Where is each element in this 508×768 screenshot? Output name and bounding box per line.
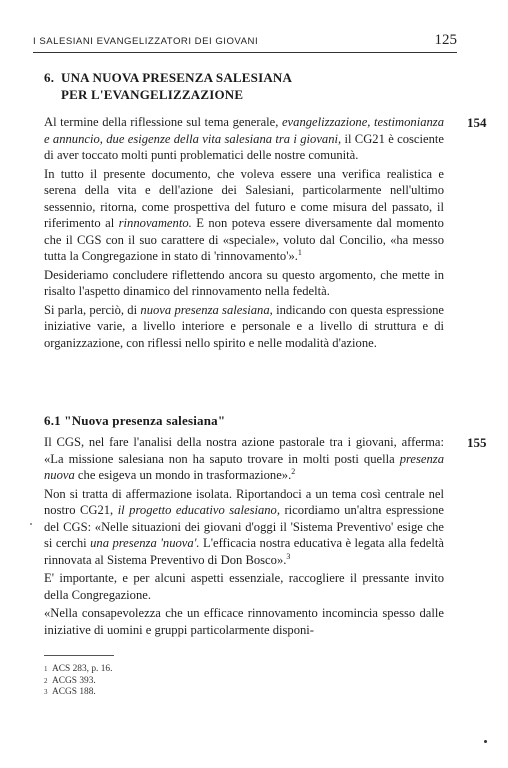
text-run: Non si tratta di affermazione isolata. Riportandoci a un tema così centrale nel nostro CG21,: [44, 486, 444, 517]
italic-run: presenza nuova: [44, 451, 444, 482]
text-run: il CG21 è cosciente di aver toccato molti punti problematici delle nostre comunità.: [44, 131, 444, 162]
section-6-heading: [44, 69, 292, 103]
section-6-title-line1: UNA NUOVA PRESENZA SALESIANA: [61, 70, 293, 85]
paragraph: [44, 434, 444, 484]
paragraph: E' importante, e per alcuni aspetti essenziale, raccogliere il pressante invito della Congregazione.: [44, 571, 444, 602]
section-6-number: 6.: [44, 70, 55, 85]
text-run: E non poteva essere diversamente dal momento che il CGS con il suo carattere di «speciale», voluto dal Concilio, «ha messo tutta la Congregazione in stato di 'rinnovamento'».: [44, 216, 444, 263]
footnote-reference[interactable]: 1: [297, 247, 302, 257]
running-header: [33, 34, 457, 53]
section-6-1-body: [44, 434, 444, 640]
marginal-number-155: 155: [467, 435, 487, 450]
footnote-reference[interactable]: 2: [291, 466, 296, 476]
paragraph: [44, 166, 444, 265]
marginal-number-154: 154: [467, 115, 487, 130]
paragraph: «Nella consapevolezza che un efficace rinnovamento incomincia spesso dalle iniziative di uomini e gruppi particolarmente disponi-: [44, 606, 444, 637]
footnote-item: [44, 664, 112, 676]
italic-run: rinnovamento.: [118, 216, 192, 230]
footnotes: [44, 664, 112, 699]
text-run: Si parla, perciò, di: [44, 302, 141, 317]
paragraph: [44, 114, 444, 164]
footnote-divider: [44, 655, 114, 656]
italic-run: una presenza 'nuova'.: [90, 536, 200, 550]
footnote-item: [44, 687, 112, 699]
scan-speck: [484, 740, 487, 743]
section-6-body: [44, 114, 444, 353]
text-run: In tutto il presente documento, che voleva essere una verifica realistica e serena della vita e dell'azione dei Salesiani, particolarmente nell'ultimo sessennio, ritorna, come prospettiva del futuro e come misura del passato, il riferimento al: [44, 166, 444, 230]
text-run: indicando con questa espressione iniziative varie, a livello interiore e personale e a livello di struttura e di organizzazione, con riflessi nello spirito e nelle modalità d'azione.: [44, 302, 445, 350]
paragraph: [44, 486, 444, 569]
footnote-text: ACS 283, p. 16.: [52, 664, 113, 674]
text-run: che esigeva un mondo in trasformazione».: [74, 468, 292, 482]
section-6-title-line2: PER L'EVANGELIZZAZIONE: [61, 87, 244, 102]
footnote-item: [44, 676, 112, 688]
italic-run: evangelizzazione, testimonianza e annuncio, due esigenze della vita salesiana tra i giovani,: [44, 115, 444, 146]
paragraph: [44, 302, 444, 352]
running-title: I SALESIANI EVANGELIZZATORI DEI GIOVANI: [33, 36, 259, 47]
italic-run: nuova presenza salesiana,: [140, 302, 273, 317]
paragraph: Desideriamo concludere riflettendo ancora su questo argomento, che mette in risalto l'aspetto dinamico del rinnovamento nella fedeltà.: [44, 267, 444, 298]
footnote-mark: 3: [44, 688, 48, 696]
footnote-mark: 2: [44, 676, 48, 685]
footnote-text: ACGS 393.: [52, 675, 96, 686]
text-run: Al termine della riflessione sul tema generale,: [44, 115, 282, 129]
section-6-1-heading: 6.1 "Nuova presenza salesiana": [44, 413, 226, 428]
footnote-text: ACGS 188.: [52, 687, 96, 697]
italic-run: il progetto educativo salesiano,: [117, 503, 281, 517]
text-run: ricordiamo un'altra espressione del CGS: «Nelle situazioni dei giovani d'oggi il 'Sistema Preventivo' esige che si cerchi: [44, 503, 444, 550]
page-number: 125: [434, 32, 457, 48]
footnote-mark: 1: [44, 665, 48, 673]
scan-speck: [30, 523, 32, 525]
text-run: Il CGS, nel fare l'analisi della nostra azione pastorale tra i giovani, afferma: «La missione salesiana non ha saputo trovare in molti posti quella: [44, 435, 444, 466]
text-run: L'efficacia nostra educativa è legata alla fedeltà rinnovata al Sistema Preventivo di Don Bosco».: [44, 536, 444, 567]
footnote-reference[interactable]: 3: [286, 551, 291, 561]
